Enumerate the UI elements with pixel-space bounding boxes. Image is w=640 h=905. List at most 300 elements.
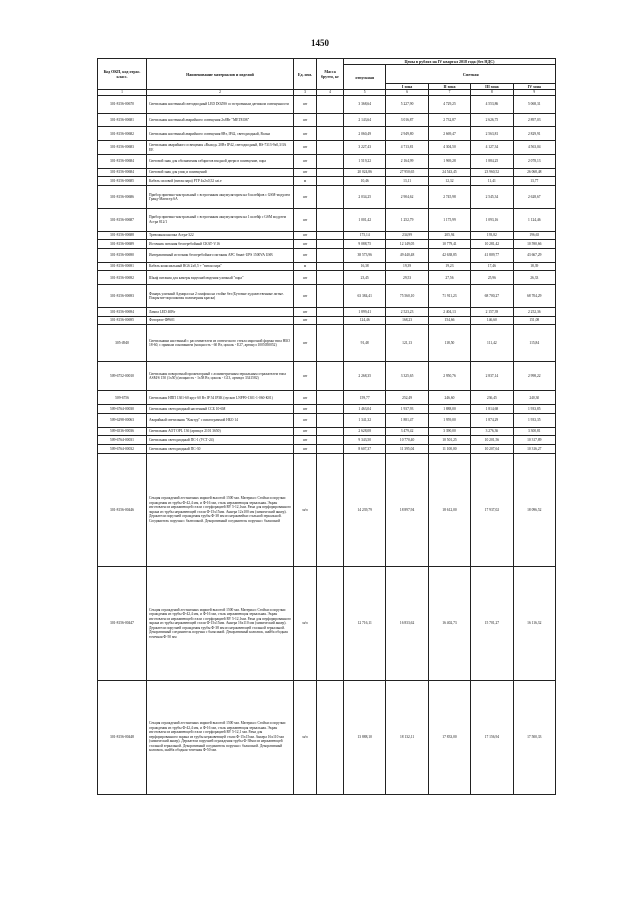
row-price-zone-1: 18 897,94: [386, 453, 428, 567]
row-price-zone-1: 234,99: [386, 231, 428, 240]
row-unit: шт: [294, 141, 317, 155]
table-row: [98, 405, 556, 414]
row-mass: [317, 405, 344, 414]
row-price-zone-1: 3 479,42: [386, 427, 428, 436]
row-price-current: 2 143,64: [344, 113, 386, 127]
row-code: 509-6756: [98, 391, 147, 405]
row-name: Светильник светодиодный настенный ССБ 10-6М: [147, 405, 294, 414]
row-price-zone-3: 2 837,14: [471, 362, 513, 391]
column-index: 4: [317, 90, 344, 96]
row-price-zone-3: 10 281,42: [471, 240, 513, 249]
row-price-zone-4: 2 998,22: [513, 362, 555, 391]
row-code: 301-8156-00684: [98, 168, 147, 177]
row-price-zone-3: 23 960,52: [471, 168, 513, 177]
row-price-current: 16,38: [344, 262, 386, 271]
row-mass: [317, 444, 344, 453]
row-name: Кабель коаксиальный RG6 2x0,5 + "витая пара": [147, 262, 294, 271]
table-row: [98, 249, 556, 263]
row-mass: [317, 325, 344, 362]
row-price-zone-2: 1 959,00: [428, 413, 470, 427]
row-price-zone-1: 75 560,10: [386, 285, 428, 308]
row-price-zone-1: 10 770,40: [386, 436, 428, 445]
row-mass: [317, 208, 344, 231]
row-price-zone-4: 4 563,04: [513, 141, 555, 155]
row-price-zone-4: 17 500,33: [513, 680, 555, 794]
row-mass: [317, 231, 344, 240]
row-price-zone-1: 2 904,62: [386, 186, 428, 209]
row-price-zone-3: 4 127,34: [471, 141, 513, 155]
row-name: Секция ограждений лестничных маршей высотой 1500 мм. Материал: Стойки и поручни ограждения из трубы Ф-42,4 мм, и Ф-16 мм, сталь нержавеющая зеркальная. Экран изготовлен из нержавеющей стали с перфорацией RV 5-12,1мм. Рама для перфорированного экрана из трубы нержавеющей стали Ф-15х15мм. Анкера 16х110 мм (химический анкер). Держатели поручней ограждения трубы Ф-38 мм из нержавеющей стальной зеркальной. Декоративный соединитель поручня с балясиной. Декоративный колпачок, шайба ободная точечная Ф-50 мм: [147, 567, 294, 681]
row-code: 301-8156-00446: [98, 453, 147, 567]
row-price-current: 9 343,50: [344, 436, 386, 445]
row-name: Фотореле ФР601: [147, 316, 294, 325]
row-unit: шт: [294, 391, 317, 405]
column-index: 9: [513, 90, 555, 96]
row-price-zone-4: 2 628,67: [513, 186, 555, 209]
row-mass: [317, 453, 344, 567]
table-row: [98, 325, 556, 362]
row-price-current: 12 716,11: [344, 567, 386, 681]
row-unit: шт: [294, 413, 317, 427]
table-row: [98, 271, 556, 285]
row-code: 301-8156-00695: [98, 316, 147, 325]
row-unit: шт: [294, 186, 317, 209]
row-price-zone-2: 18 612,00: [428, 453, 470, 567]
row-price-current: 9 088,75: [344, 240, 386, 249]
header-zone-3: III зона: [471, 84, 513, 90]
row-price-zone-4: 10 316,27: [513, 444, 555, 453]
table-row: [98, 168, 556, 177]
row-unit: шт: [294, 444, 317, 453]
row-price-zone-2: 16 402,73: [428, 567, 470, 681]
row-code: 509-6752-00010: [98, 362, 147, 391]
header-code: Код ОКП, код отрас. класс.: [98, 59, 147, 90]
row-name: Кабель силовой (витая пара) FTP 4x2x0,52 cat.e: [147, 177, 294, 186]
row-name: Фонарь уличный Адмирал на 2 плафона на стойке без (Бутовые художественные литые. Покрытие-порошковая полимерная краска): [147, 285, 294, 308]
row-price-zone-1: 2 523,23: [386, 308, 428, 317]
row-price-zone-4: 1 124,46: [513, 208, 555, 231]
row-code: 301-8156-00448: [98, 680, 147, 794]
row-unit: шт: [294, 249, 317, 263]
row-name: Светильник поворотный прожекторный с асимметричным зеркальным отражателем типа ASM/S 150 (1x50) (мощность - 1x58 Вт, цоколь - G13, артикул 3341582): [147, 362, 294, 391]
table-row: [98, 391, 556, 405]
table-row: [98, 453, 556, 567]
row-price-current: 175,14: [344, 231, 386, 240]
table-row: [98, 285, 556, 308]
row-name: Тревожная кнопка Астра-322: [147, 231, 294, 240]
row-price-zone-3: 236,45: [471, 391, 513, 405]
row-price-zone-2: 10 779,41: [428, 240, 470, 249]
row-price-zone-4: 2 829,91: [513, 127, 555, 141]
row-mass: [317, 186, 344, 209]
row-mass: [317, 177, 344, 186]
row-price-current: 23,45: [344, 271, 386, 285]
row-name: Шкаф питания для камеры видеонаблюдения уличный "пара": [147, 271, 294, 285]
row-price-zone-4: 43 667,29: [513, 249, 555, 263]
table-row: [98, 113, 556, 127]
row-price-current: 8 607,37: [344, 444, 386, 453]
row-price-zone-3: 2 626,75: [471, 113, 513, 127]
row-mass: [317, 316, 344, 325]
row-mass: [317, 262, 344, 271]
row-price-zone-2: 17 833,00: [428, 680, 470, 794]
table-row: [98, 680, 556, 794]
header-unit: Ед. изм.: [294, 59, 317, 90]
row-unit: шт: [294, 405, 317, 414]
row-price-zone-2: 1 888,00: [428, 405, 470, 414]
row-price-zone-2: 2 404,13: [428, 308, 470, 317]
row-name: Источник питания бесперебойный СКАТ-V.16: [147, 240, 294, 249]
table-row: [98, 141, 556, 155]
row-unit: м/п: [294, 453, 317, 567]
row-price-zone-3: 11,41: [471, 177, 513, 186]
row-price-zone-4: 5 068,31: [513, 96, 555, 114]
row-price-zone-4: 3 300,81: [513, 427, 555, 436]
row-price-zone-2: 2 732,87: [428, 113, 470, 127]
row-price-current: 1 899,41: [344, 308, 386, 317]
row-price-zone-2: 4 304,50: [428, 141, 470, 155]
row-price-zone-2: 12,32: [428, 177, 470, 186]
row-price-zone-1: 29,53: [386, 271, 428, 285]
row-code: 301-8156-00670: [98, 96, 147, 114]
row-price-zone-4: 26,33: [513, 271, 555, 285]
row-unit: шт: [294, 436, 317, 445]
row-code: 301-8156-00689: [98, 240, 147, 249]
row-price-zone-3: 2 545,34: [471, 186, 513, 209]
row-price-current: 13 888,10: [344, 680, 386, 794]
row-price-current: 1 341,32: [344, 413, 386, 427]
row-price-zone-1: 49 440,48: [386, 249, 428, 263]
row-mass: [317, 308, 344, 317]
row-price-zone-4: 10 317,89: [513, 436, 555, 445]
row-unit: м: [294, 262, 317, 271]
row-price-current: 38 573,96: [344, 249, 386, 263]
column-index: 6: [386, 90, 428, 96]
table-header-row: [98, 59, 556, 65]
row-code: 509-6536-00036: [98, 427, 147, 436]
row-unit: шт: [294, 168, 317, 177]
row-mass: [317, 240, 344, 249]
row-unit: шт: [294, 285, 317, 308]
row-price-zone-2: 1 969,28: [428, 155, 470, 169]
row-price-zone-2: 118,50: [428, 325, 470, 362]
row-price-current: 20 024,86: [344, 168, 386, 177]
table-row: [98, 186, 556, 209]
row-unit: шт: [294, 208, 317, 231]
row-unit: шт: [294, 308, 317, 317]
row-mass: [317, 413, 344, 427]
row-name: Светильник настенный аварийного освещения 2x8Вт "METEOR": [147, 113, 294, 127]
row-code: 301-8156-00690: [98, 249, 147, 263]
row-price-zone-1: 4 713,81: [386, 141, 428, 155]
row-price-current: 14 239,79: [344, 453, 386, 567]
row-price-zone-3: 111,42: [471, 325, 513, 362]
header-zone-4: IV зона: [513, 84, 555, 90]
row-price-zone-2: 205,94: [428, 231, 470, 240]
row-price-zone-1: 121,13: [386, 325, 428, 362]
row-price-zone-3: 17,46: [471, 262, 513, 271]
row-mass: [317, 391, 344, 405]
row-price-zone-1: 168,23: [386, 316, 428, 325]
row-price-zone-4: 2 078,13: [513, 155, 555, 169]
table-row: [98, 262, 556, 271]
header-zone-1: I зона: [386, 84, 428, 90]
row-price-current: 1 519,22: [344, 155, 386, 169]
row-price-zone-1: 3 325,65: [386, 362, 428, 391]
table-row: [98, 316, 556, 325]
row-price-zone-2: 246,60: [428, 391, 470, 405]
row-name: Светильник настенный аварийного освещения 8Вт, IP42, светодиодный, Волна: [147, 127, 294, 141]
column-index: 5: [344, 90, 386, 96]
row-unit: шт: [294, 240, 317, 249]
row-price-zone-2: 154,66: [428, 316, 470, 325]
row-price-zone-3: 15 701,27: [471, 567, 513, 681]
row-price-zone-1: 1 937,93: [386, 405, 428, 414]
row-price-zone-2: 19,23: [428, 262, 470, 271]
row-code: 301-8156-00683: [98, 141, 147, 155]
row-price-zone-1: 13,11: [386, 177, 428, 186]
row-price-current: 91,48: [344, 325, 386, 362]
row-price-zone-1: 19,39: [386, 262, 428, 271]
row-code: 301-8156-00684: [98, 155, 147, 169]
table-row: [98, 427, 556, 436]
row-unit: м: [294, 177, 317, 186]
header-name: Наименование материалов и изделий: [147, 59, 294, 90]
row-code: 301-8156-00691: [98, 262, 147, 271]
row-price-zone-2: 2 950,76: [428, 362, 470, 391]
row-price-zone-4: 18,39: [513, 262, 555, 271]
row-price-current: 3 368,64: [344, 96, 386, 114]
row-price-zone-3: 17 156,94: [471, 680, 513, 794]
row-name: Секция ограждений лестничных маршей высотой 1500 мм. Материал: Стойки и поручни ограждения из трубы Ф-42,4 мм, и Ф-16 мм, сталь нержавеющая зеркальная. Экран изготовлен из нержавеющей стали с перфорацией RV 5-12,1 мм. Рама для перфорированного экрана из трубы нержавеющей стали Ф-15х15мм. Анкера 16х110 мм (химический анкер). Держатели поручней ограждения трубы Ф-38мм из нержавеющей стальной зеркальной. Декоративный соединитель поручня с балясиной. Декоративный колпачок, шайба ободная точечная Ф-50 мм.: [147, 680, 294, 794]
row-name: Лампа LED 40Вт: [147, 308, 294, 317]
row-price-current: 2 268,35: [344, 362, 386, 391]
row-code: 301-8156-00692: [98, 271, 147, 285]
row-price-zone-2: 4 729,25: [428, 96, 470, 114]
row-price-zone-1: 1 881,47: [386, 413, 428, 427]
row-price-current: 2 628,08: [344, 427, 386, 436]
row-price-current: 2 060,49: [344, 127, 386, 141]
row-price-zone-4: 2 252,36: [513, 308, 555, 317]
row-price-zone-1: 16 833,62: [386, 567, 428, 681]
row-price-zone-1: 12 149,05: [386, 240, 428, 249]
row-price-zone-2: 27,56: [428, 271, 470, 285]
row-unit: шт: [294, 127, 317, 141]
row-price-zone-2: 24 543,45: [428, 168, 470, 177]
table-row: [98, 127, 556, 141]
row-price-zone-1: 18 132,11: [386, 680, 428, 794]
row-unit: шт: [294, 113, 317, 127]
row-name: Прибор приемно-контрольный с встроенным аккумулятором на 1 шлейф с GSM модулем Астра 812/1: [147, 208, 294, 231]
row-price-zone-4: 2 897,03: [513, 113, 555, 127]
row-name: Светильник НПП 1301-60 круг 60 Вт IP 54 IP3К (пусков LNPP0-1301-1-060-К01): [147, 391, 294, 405]
row-name: Аварийный светильник "Контур" с пиктограммой НБО 14: [147, 413, 294, 427]
row-price-zone-3: 10 207,64: [471, 444, 513, 453]
row-price-zone-4: 13,77: [513, 177, 555, 186]
table-row: [98, 208, 556, 231]
row-unit: шт: [294, 155, 317, 169]
row-code: 301-8156-00687: [98, 208, 147, 231]
table-row: [98, 177, 556, 186]
row-price-zone-3: 1 884,25: [471, 155, 513, 169]
row-price-zone-4: 18 096,52: [513, 453, 555, 567]
row-price-zone-3: 1 874,29: [471, 413, 513, 427]
row-price-zone-3: 2 157,39: [471, 308, 513, 317]
row-unit: шт: [294, 427, 317, 436]
row-mass: [317, 567, 344, 681]
row-price-current: 1 001,42: [344, 208, 386, 231]
row-price-zone-3: 1 093,16: [471, 208, 513, 231]
row-name: Светильник светодиодный ПС-1 (УСТ-24): [147, 436, 294, 445]
page-number: 1450: [311, 38, 329, 48]
row-price-zone-3: 68 700,27: [471, 285, 513, 308]
row-unit: шт: [294, 325, 317, 362]
row-price-zone-2: 11 100,00: [428, 444, 470, 453]
row-price-zone-2: 2 669,47: [428, 127, 470, 141]
row-code: 509-6764-00032: [98, 444, 147, 453]
row-code: 509-6298-00063: [98, 413, 147, 427]
row-price-current: 10,46: [344, 177, 386, 186]
row-price-current: 1 463,04: [344, 405, 386, 414]
table-row: [98, 413, 556, 427]
row-unit: шт: [294, 316, 317, 325]
row-price-zone-2: 3 390,00: [428, 427, 470, 436]
row-price-zone-4: 1 933,85: [513, 405, 555, 414]
row-price-current: 159,77: [344, 391, 386, 405]
table-row: [98, 362, 556, 391]
row-price-zone-1: 2 164,99: [386, 155, 428, 169]
row-name: Светильники настенный с рассеивателем из оптического стекла марочной формы типа НБО 18-60, с прямым основанием (мощность - 60 Вт, цоколь - Е27, артикул 1005050052): [147, 325, 294, 362]
row-price-zone-4: 10 590,66: [513, 240, 555, 249]
row-name: Светильник настенный светодиодный LED DOZ8S со встроенным датчиком освещенности: [147, 96, 294, 114]
row-mass: [317, 127, 344, 141]
row-price-zone-3: 10 201,56: [471, 436, 513, 445]
row-code: 305-4940: [98, 325, 147, 362]
row-price-zone-4: 151,08: [513, 316, 555, 325]
table-row: [98, 436, 556, 445]
row-mass: [317, 362, 344, 391]
header-zone-2: II зона: [428, 84, 470, 90]
row-mass: [317, 141, 344, 155]
table-row: [98, 155, 556, 169]
row-price-zone-4: 240,30: [513, 391, 555, 405]
row-price-zone-2: 10 501,25: [428, 436, 470, 445]
table-row: [98, 444, 556, 453]
row-price-current: 2 034,25: [344, 186, 386, 209]
row-price-zone-3: 3 276,36: [471, 427, 513, 436]
row-price-zone-4: 1 933,35: [513, 413, 555, 427]
row-name: Светильник аварийного освещения «Выход» 20Вт IP42, светодиодный, ВЅ-7313-9x0,3/ЗА ЕЕ: [147, 141, 294, 155]
row-name: Светильник светодиодный ПС-30: [147, 444, 294, 453]
row-price-zone-1: 2 949,80: [386, 127, 428, 141]
header-current: отпускная: [344, 65, 386, 90]
row-mass: [317, 285, 344, 308]
column-index: 8: [471, 90, 513, 96]
row-mass: [317, 680, 344, 794]
row-price-zone-3: 4 553,86: [471, 96, 513, 114]
row-price-zone-2: 2 745,98: [428, 186, 470, 209]
row-price-zone-4: 26 068,48: [513, 168, 555, 177]
row-mass: [317, 249, 344, 263]
row-price-zone-2: 1 175,99: [428, 208, 470, 231]
row-price-zone-1: 252,49: [386, 391, 428, 405]
table-row: [98, 240, 556, 249]
row-unit: шт: [294, 271, 317, 285]
row-price-current: 3 227,43: [344, 141, 386, 155]
row-unit: шт: [294, 362, 317, 391]
row-code: 301-8156-00682: [98, 127, 147, 141]
row-mass: [317, 155, 344, 169]
row-code: 301-8156-00681: [98, 113, 147, 127]
row-price-current: 63 384,41: [344, 285, 386, 308]
row-unit: шт: [294, 231, 317, 240]
row-price-zone-4: 115,84: [513, 325, 555, 362]
row-name: Прибор приемно-контрольный с встроенным аккумулятором на 6 шлейфов с GSM-модулем Гранд-Магистр 6А: [147, 186, 294, 209]
row-mass: [317, 168, 344, 177]
row-unit: м/п: [294, 567, 317, 681]
row-name: Световой знак для обозначения габаритов входной двери в помещение, пара: [147, 155, 294, 169]
column-index: 3: [294, 90, 317, 96]
header-mass: Масса брутто, кг: [317, 59, 344, 90]
row-price-zone-4: 196,65: [513, 231, 555, 240]
row-mass: [317, 113, 344, 127]
row-price-zone-1: 3 016,87: [386, 113, 428, 127]
row-code: 509-6764-00031: [98, 436, 147, 445]
row-price-zone-4: 16 116,32: [513, 567, 555, 681]
row-price-zone-3: 1 814,68: [471, 405, 513, 414]
table-row: [98, 231, 556, 240]
header-price-title: Цены в рублях на IV квартал 2018 года (без НДС): [344, 59, 556, 65]
row-price-zone-1: 1 252,79: [386, 208, 428, 231]
header-estimate: Сметная: [386, 65, 556, 84]
row-price-zone-3: 25,96: [471, 271, 513, 285]
row-name: Световой знак для улиц и помещений: [147, 168, 294, 177]
row-price-zone-3: 41 809,77: [471, 249, 513, 263]
row-mass: [317, 436, 344, 445]
row-code: 301-8156-00686: [98, 186, 147, 209]
row-price-zone-1: 27 950,65: [386, 168, 428, 177]
row-price-zone-4: 68 704,29: [513, 285, 555, 308]
row-price-zone-1: 5 227,90: [386, 96, 428, 114]
row-price-zone-2: 71 911,23: [428, 285, 470, 308]
table-row: [98, 308, 556, 317]
column-index: 7: [428, 90, 470, 96]
row-mass: [317, 427, 344, 436]
row-code: 301-8156-00694: [98, 308, 147, 317]
row-price-zone-3: 2 563,81: [471, 127, 513, 141]
row-code: 301-8156-00685: [98, 177, 147, 186]
price-table: [97, 58, 556, 795]
row-price-zone-3: 17 937,02: [471, 453, 513, 567]
table-row: [98, 96, 556, 114]
row-code: 301-8156-00447: [98, 567, 147, 681]
row-name: Секция ограждений лестничных маршей высотой 1500 мм. Материал: Стойки и поручни ограждения из трубы Ф-42,4 мм, и Ф-16 мм, сталь нержавеющая зеркальная. Экран изготовлен из нержавеющей стали с перфорацией RV 5-12,1мм. Рама для перфорированного экрана из трубы нержавеющей стали Ф-15х15мм. Анкера 12х100 мм (химический анкер). Держатели поручней ограждения трубы Ф-38 мм из нержавейки стальной зеркальной. Соединитель поручня с балюсиной. Декоративный соединитель поручня с балясиной: [147, 453, 294, 567]
column-index: 2: [147, 90, 294, 96]
row-mass: [317, 96, 344, 114]
row-code: 301-8156-00688: [98, 231, 147, 240]
row-mass: [317, 271, 344, 285]
row-price-zone-1: 11 395,04: [386, 444, 428, 453]
row-price-current: 124,46: [344, 316, 386, 325]
row-code: 509-6764-00030: [98, 405, 147, 414]
row-unit: м/п: [294, 680, 317, 794]
row-name: Интерактивный источник бесперебойного питания APC Smart-UPS 1500VA USB: [147, 249, 294, 263]
column-index: 1: [98, 90, 147, 96]
row-name: Светильник AOT OPL 136 (артикул 2101 3650): [147, 427, 294, 436]
row-price-zone-3: 146,60: [471, 316, 513, 325]
row-price-zone-2: 42 638,85: [428, 249, 470, 263]
table-row: [98, 567, 556, 681]
